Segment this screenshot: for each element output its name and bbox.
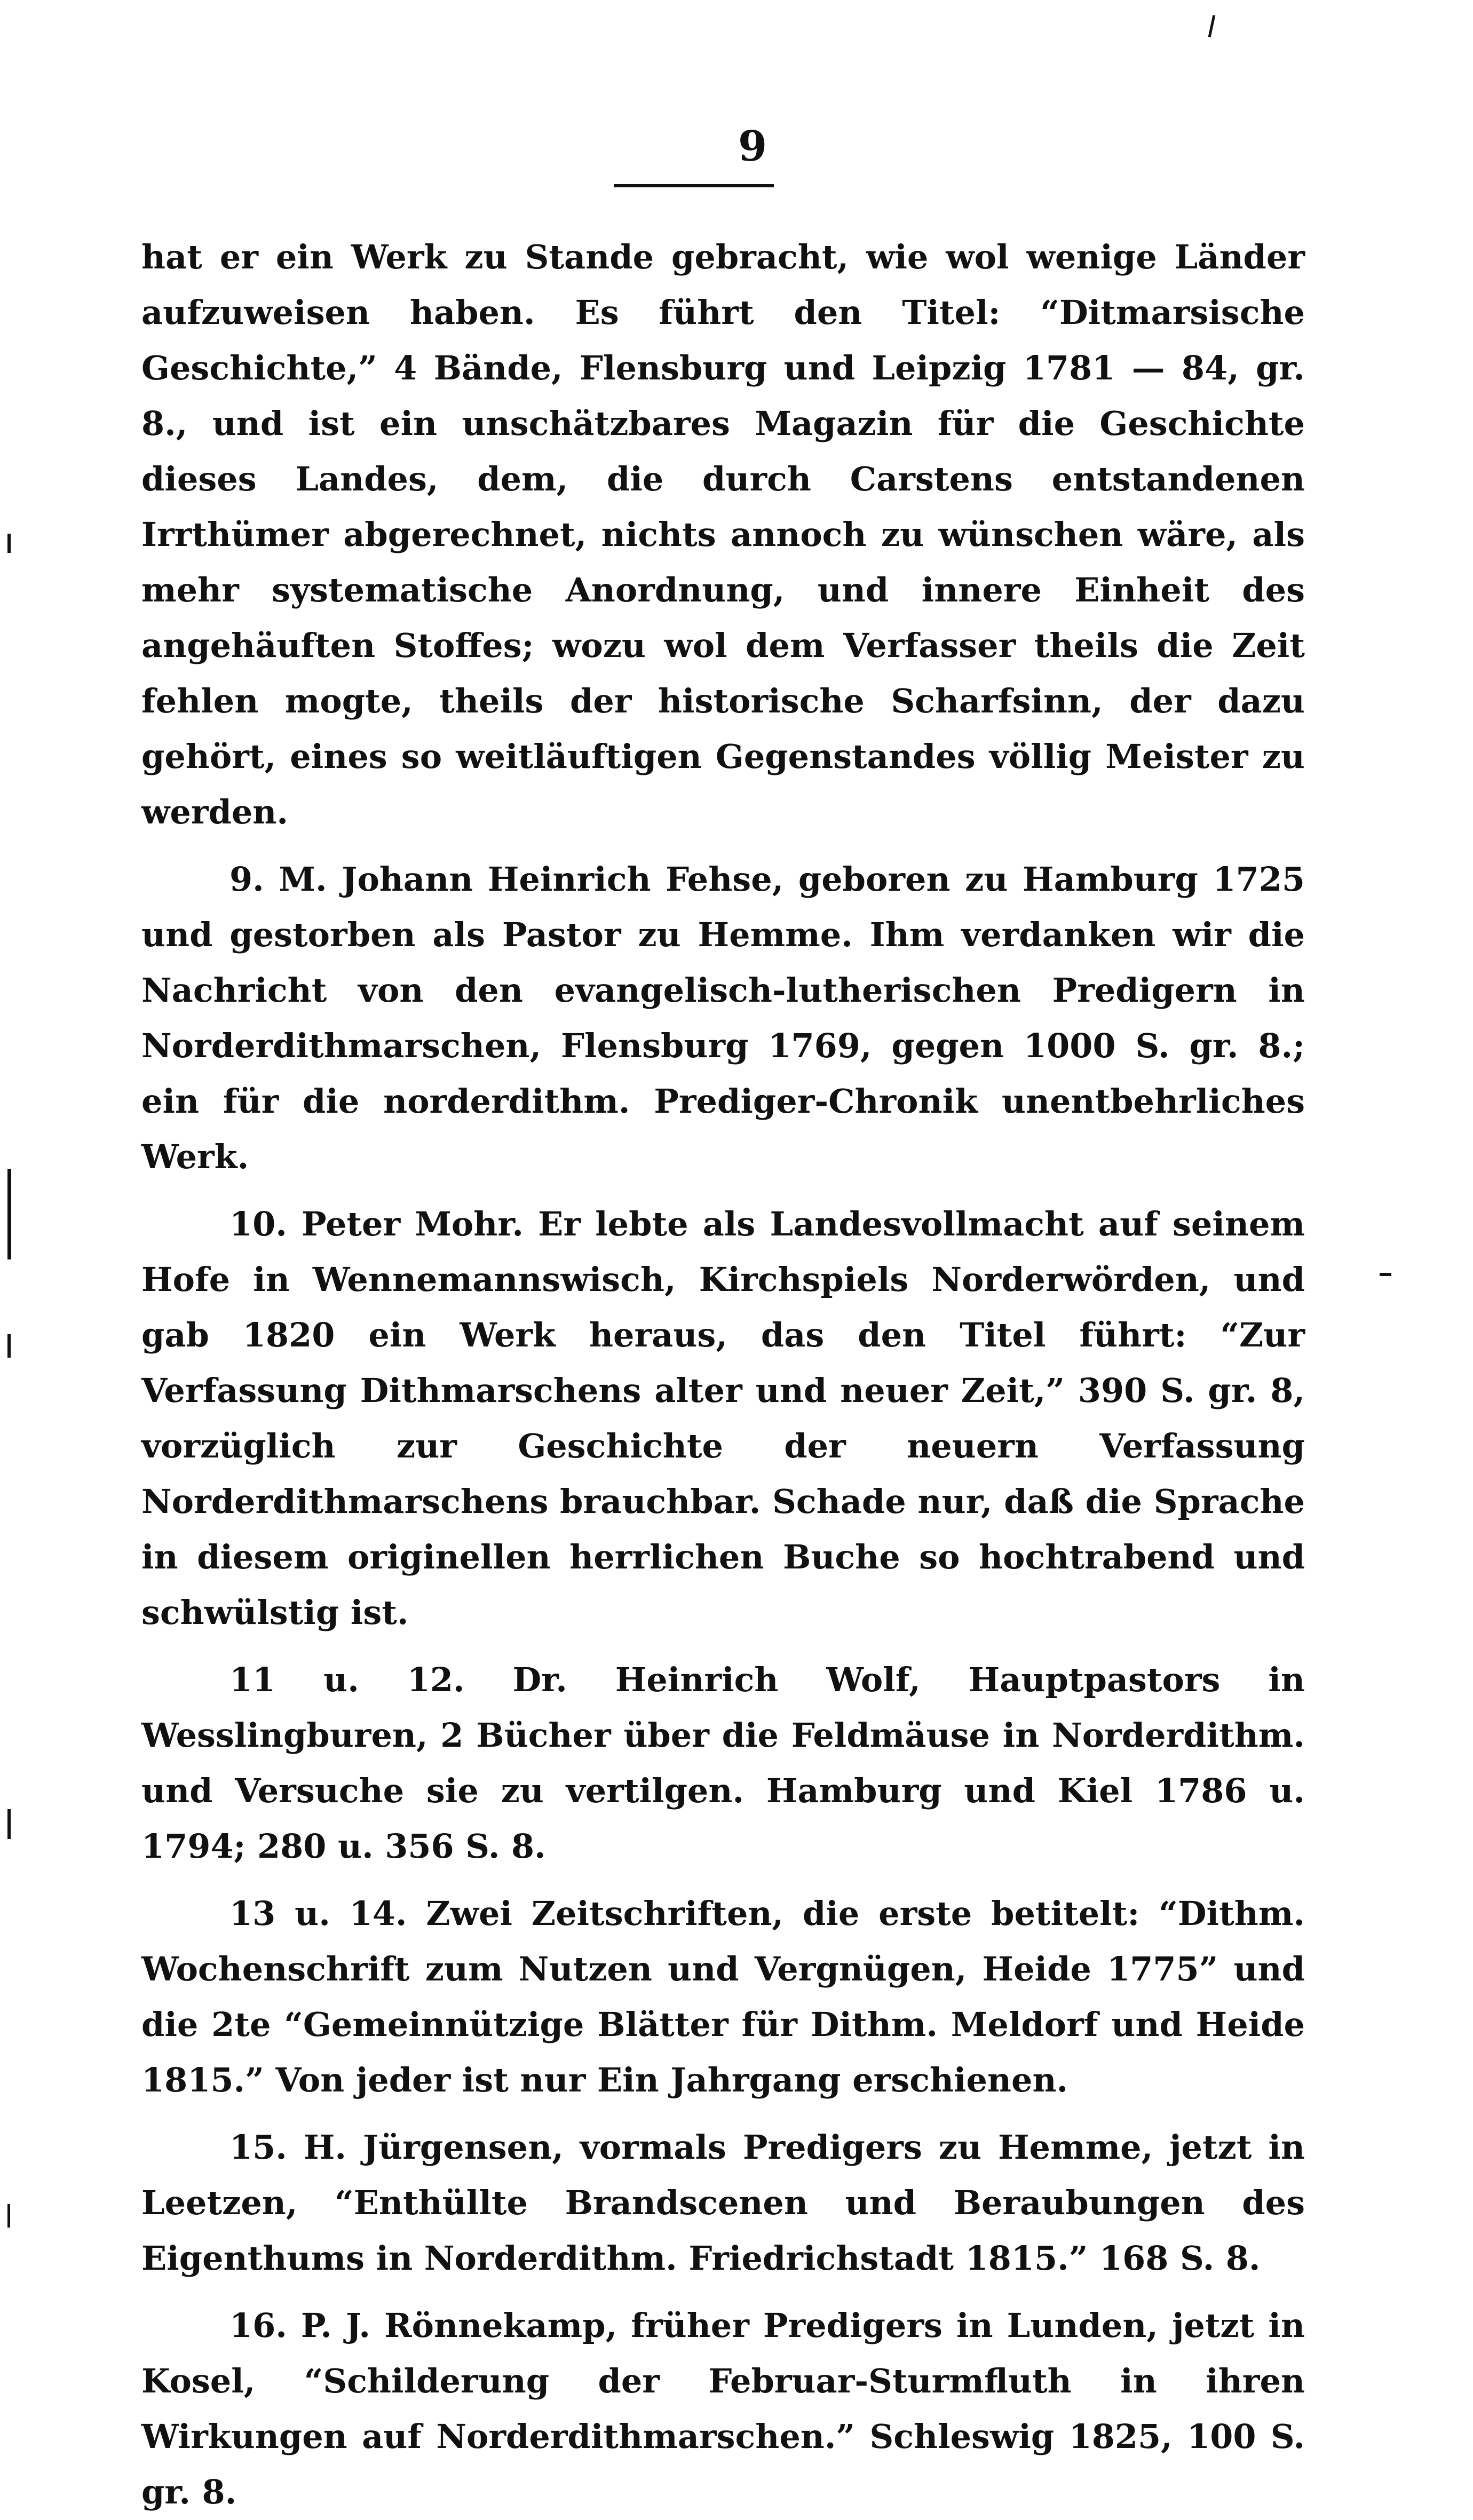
entry-9-fehse: 9. M. Johann Heinrich Fehse, geboren zu Hamburg 1725 und gestorben als Pastor zu Hemme. Ihm verdanken wir die Nachricht von den evangelisch-lutherischen Predigern in Norderdithmarschen, Flensburg 1769, gegen 1000 S. gr. 8.; ein für die norderdithm. Prediger-Chronik unentbehrliches Werk.: [141, 860, 1305, 1176]
scan-mark-left-5: [7, 2204, 10, 2228]
scan-mark-top-right: [1208, 15, 1216, 37]
header-rule: [614, 184, 774, 187]
page-number: 9: [738, 122, 767, 171]
entry-10-mohr: 10. Peter Mohr. Er lebte als Landesvollmacht auf seinem Hofe in Wennemannswisch, Kirchspiels Norderwörden, und gab 1820 ein Werk heraus, das den Titel führt: “Zur Verfassung Dithmarschens alter und neuer Zeit,” 390 S. gr. 8, vorzüglich zur Geschichte der neuern Verfassung Norderdithmarschens brauchbar. Schade nur, daß die Sprache in diesem originellen herrlichen Buche so hochtrabend und schwülstig ist.: [141, 1204, 1305, 1632]
scan-mark-left-4: [7, 1809, 11, 1839]
scan-mark-left-1: [7, 534, 11, 553]
scan-mark-left-3: [7, 1334, 11, 1358]
page-header: [0, 123, 1473, 171]
entry-16-roennekamp: 16. P. J. Rönnekamp, früher Predigers in Lunden, jetzt in Kosel, “Schilderung der Februar-Sturmfluth in ihren Wirkungen auf Norderdithmarschen.” Schleswig 1825, 100 S. gr. 8.: [141, 2306, 1305, 2511]
entry-11-12-wolf: 11 u. 12. Dr. Heinrich Wolf, Hauptpastors in Wesslingburen, 2 Bücher über die Feldmäuse in Norderdithm. und Versuche sie zu vertilgen. Hamburg und Kiel 1786 u. 1794; 280 u. 356 S. 8.: [141, 1660, 1305, 1866]
entry-13-14-zeitschriften: 13 u. 14. Zwei Zeitschriften, die erste betitelt: “Dithm. Wochenschrift zum Nutzen und Vergnügen, Heide 1775” und die 2te “Gemeinnützige Blätter für Dithm. Meldorf und Heide 1815.” Von jeder ist nur Ein Jahrgang erschienen.: [141, 1894, 1305, 2099]
entry-15-juergensen: 15. H. Jürgensen, vormals Predigers zu Hemme, jetzt in Leetzen, “Enthüllte Brandscenen und Beraubungen des Eigenthums in Norderdithm. Friedrichstadt 1815.” 168 S. 8.: [141, 2128, 1305, 2278]
scan-mark-right-1: [1380, 1273, 1391, 1276]
paragraph-continuation: hat er ein Werk zu Stande gebracht, wie wol wenige Länder aufzuweisen haben. Es führt den Titel: “Ditmarsische Geschichte,” 4 Bände, Flensburg und Leipzig 1781 — 84, gr. 8., und ist ein unschätzbares Magazin für die Geschichte dieses Landes, dem, die durch Carstens entstandenen Irrthümer abgerechnet, nichts annoch zu wünschen wäre, als mehr systematische Anordnung, und innere Einheit des angehäuften Stoffes; wozu wol dem Verfasser theils die Zeit fehlen mogte, theils der historische Scharfsinn, der dazu gehört, eines so weitläuftigen Gegenstandes völlig Meister zu werden.: [141, 237, 1305, 831]
body-text: [141, 229, 1305, 2520]
scan-mark-left-2: [7, 1169, 11, 1259]
